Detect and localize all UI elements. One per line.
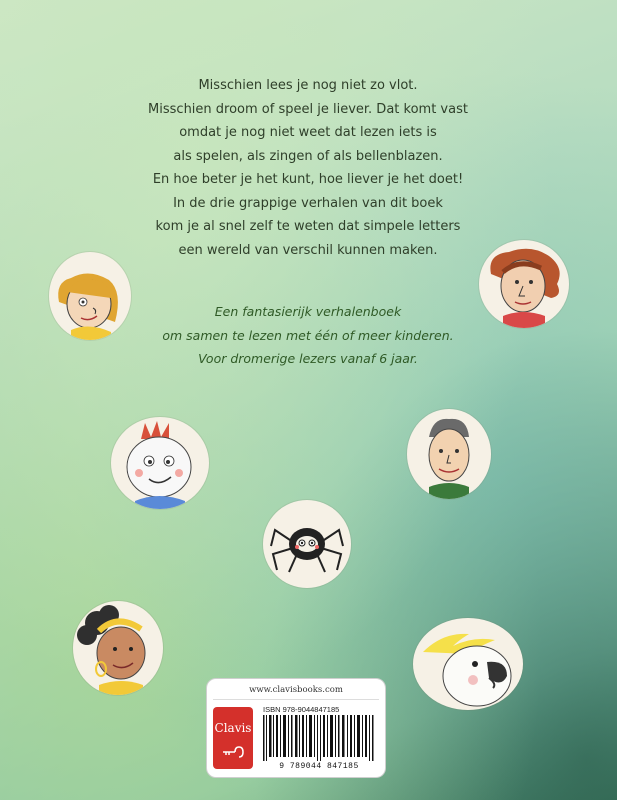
portrait-girl-ponytails bbox=[49, 252, 131, 340]
blurb-line: kom je al snel zelf te weten dat simpele letters bbox=[155, 219, 461, 234]
portrait-boy-red-spiky bbox=[111, 417, 209, 509]
blurb-line: omdat je nog niet weet dat lezen iets is bbox=[179, 125, 437, 140]
blurb-line: In de drie grappige verhalen van dit boek bbox=[173, 195, 443, 211]
portrait-woman-curly bbox=[479, 240, 569, 328]
publisher-name: Clavis bbox=[214, 721, 252, 735]
barcode-digits: 9 789044 847185 bbox=[279, 762, 359, 771]
blurb-line: Misschien lees je nog niet zo vlot. bbox=[198, 78, 418, 93]
back-cover-blurb bbox=[118, 74, 498, 262]
portrait-girl-curly-headband bbox=[73, 601, 163, 695]
key-icon bbox=[221, 745, 245, 759]
panel-divider bbox=[213, 699, 379, 700]
barcode-panel bbox=[206, 678, 386, 778]
blurb-line: een wereld van verschil kunnen maken. bbox=[178, 242, 438, 258]
clavis-logo bbox=[213, 707, 253, 769]
portrait-spider bbox=[263, 500, 351, 588]
portrait-cockatoo bbox=[413, 618, 523, 710]
barcode bbox=[261, 715, 377, 761]
isbn-label: ISBN 978-9044847185 bbox=[263, 705, 340, 714]
blurb-line: als spelen, als zingen of als bellenblazen. bbox=[173, 148, 443, 164]
blurb-line: En hoe beter je het kunt, hoe liever je het doet! bbox=[152, 172, 464, 187]
tagline-line: Een fantasierijk verhalenboek bbox=[214, 304, 402, 319]
publisher-url[interactable]: www.clavisbooks.com bbox=[249, 685, 343, 695]
portrait-boy-dark-hair bbox=[407, 409, 491, 499]
tagline-line: Voor dromerige lezers vanaf 6 jaar. bbox=[198, 351, 418, 366]
audience-tagline bbox=[118, 300, 498, 371]
tagline-line: om samen te lezen met één of meer kinderen. bbox=[162, 327, 454, 343]
blurb-line: Misschien droom of speel je liever. Dat komt vast bbox=[148, 101, 468, 117]
